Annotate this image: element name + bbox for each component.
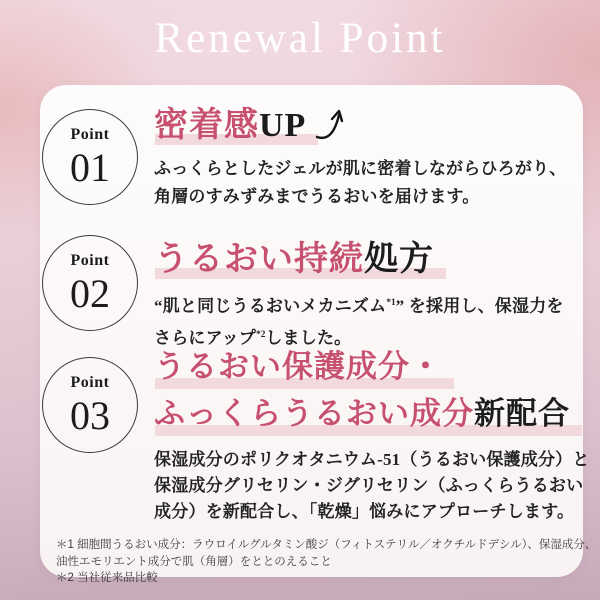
footnote-1-line2: 油性エモリエント成分で肌（角層）をととのえること <box>56 555 332 568</box>
point-01-heading-pink: 密着感 <box>154 107 259 144</box>
point-02-heading-highlight <box>154 231 434 280</box>
point-01-heading <box>154 97 348 146</box>
point-03-heading-line2 <box>154 390 570 437</box>
point-03-badge <box>42 357 138 453</box>
point-01-desc-line1: ふっくらとしたジェルが肌に密着しながらひろがり、 <box>154 159 567 178</box>
point-03-heading-line1-highlight <box>154 343 442 390</box>
point-03-desc-line2: 保湿成分グリセリン・ジグリセリン（ふっくらうるおい <box>154 476 584 495</box>
desc-text: しました。 <box>265 328 352 348</box>
page-title: Renewal Point <box>154 15 446 62</box>
point-01-heading-highlight <box>154 97 306 146</box>
footnote-ref-1: *1 <box>386 298 396 308</box>
point-01-description <box>154 155 566 211</box>
point-02-heading-black: 処方 <box>364 241 434 278</box>
point-01-number: 01 <box>70 144 110 190</box>
point-02-label: Point <box>70 251 110 269</box>
points-card <box>40 85 597 584</box>
desc-text: さらにアップ <box>154 328 257 348</box>
point-01-label: Point <box>70 125 110 143</box>
point-03-label: Point <box>70 373 110 391</box>
footnote-1-line1: ＊1 細胞間うるおい成分：ラウロイルグルタミン酸ジ（フィトステリル／オクチルドデシル）、保湿成分、 <box>56 539 597 551</box>
desc-text: ” を採用し、保湿力を <box>395 296 564 316</box>
point-01-desc-line2: 角層のすみずみまでうるおいを届けます。 <box>154 187 480 206</box>
point-02-desc-line1 <box>154 289 564 321</box>
point-03-heading-line2-black: 新配合 <box>474 396 570 431</box>
point-03-desc-line1: 保湿成分のポリクオタニウム-51（うるおい保護成分）と <box>154 450 590 469</box>
point-03-number: 03 <box>70 392 110 438</box>
footnotes <box>56 537 597 587</box>
footnote-2: ＊2 当社従来品比較 <box>56 572 158 584</box>
footnote-ref-2: *2 <box>256 329 266 340</box>
point-03-heading-line2-highlight <box>154 390 570 437</box>
point-03-desc-line3: 成分）を新配合し、「乾燥」悩みにアプローチします。 <box>154 502 575 521</box>
point-03-description <box>154 447 590 525</box>
point-01-badge <box>42 109 138 205</box>
point-03-heading <box>154 343 570 437</box>
point-02-badge <box>42 235 138 331</box>
curved-up-arrow-icon <box>314 106 348 144</box>
point-01-heading-black: UP <box>259 107 307 144</box>
point-02-heading-pink: うるおい持続 <box>154 241 364 278</box>
point-03-heading-line1 <box>154 343 570 390</box>
desc-text: “肌と同じうるおいメカニズム <box>154 296 387 316</box>
point-03-heading-line2-pink: ふっくらうるおい成分 <box>154 396 474 431</box>
point-02-heading <box>154 231 434 280</box>
point-02-number: 02 <box>70 270 110 316</box>
point-03-heading-line1-pink: うるおい保護成分・ <box>154 349 442 384</box>
